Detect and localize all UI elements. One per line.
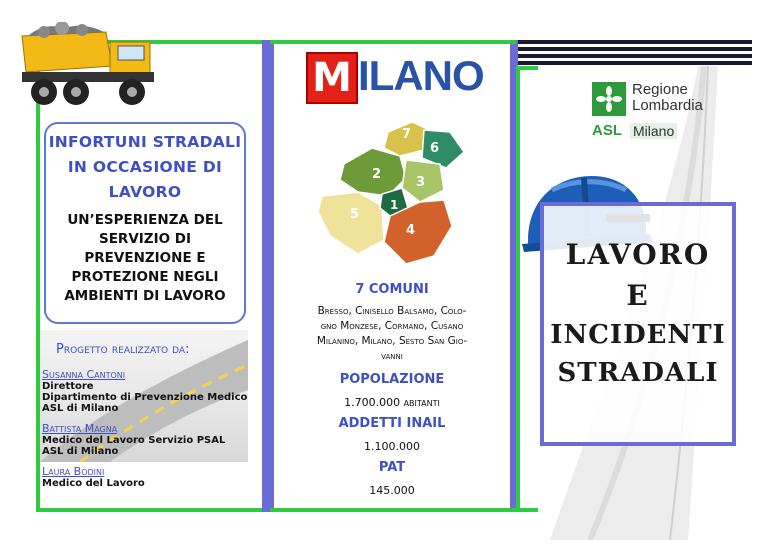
person-name: Laura Bodini xyxy=(42,465,105,478)
zone-label: 3 xyxy=(416,175,426,190)
popolazione-value: 1.700.000 abitanti xyxy=(344,396,440,409)
region-name-line-1: Regione xyxy=(632,81,688,98)
subtitle-line-1: UN’ESPERIENZA DEL xyxy=(67,212,223,228)
person-2 xyxy=(42,422,252,457)
person-detail: Medico del Lavoro Servizio PSAL xyxy=(42,435,226,446)
comuni-line: Milanino, Milano, Sesto San Gio- xyxy=(316,335,468,347)
subtitle-line-4: PROTEZIONE NEGLI xyxy=(71,269,219,285)
zone-label: 1 xyxy=(390,198,399,212)
comuni-line: Bresso, Cinisello Balsamo, Colo- xyxy=(317,305,467,317)
asl-label: ASL xyxy=(592,122,622,139)
milano-metro-m-icon xyxy=(306,52,358,104)
left-title-box xyxy=(44,122,246,324)
zone-label: 2 xyxy=(372,167,382,182)
subtitle-line-5: AMBIENTI DI LAVORO xyxy=(64,288,226,304)
person-3 xyxy=(42,465,252,489)
comuni-text xyxy=(274,304,510,364)
subtitle-line-2: SERVIZIO DI xyxy=(98,231,192,247)
cover-title-line-4: STRADALI xyxy=(557,358,719,388)
addetti-value: 1.100.000 xyxy=(364,440,420,453)
cover-title-line-2: E xyxy=(626,279,650,312)
regione-lombardia-rose-icon xyxy=(592,82,626,116)
milano-zones-map xyxy=(310,108,480,276)
title-line-2: IN OCCASIONE DI xyxy=(67,158,223,176)
person-detail: ASL di Milano xyxy=(42,446,119,457)
zone-label: 7 xyxy=(402,127,412,142)
cover-title-line-1: LAVORO xyxy=(565,238,711,271)
person-1 xyxy=(42,368,252,414)
cover-title-line-3: INCIDENTI xyxy=(550,320,726,350)
project-label: Progetto realizzato da: xyxy=(56,342,190,357)
zone-5-area xyxy=(318,192,384,254)
person-name: Battista Magna xyxy=(42,422,118,435)
person-name: Susanna Cantoni xyxy=(42,368,126,381)
popolazione-title: POPOLAZIONE xyxy=(339,372,445,387)
dump-truck-icon xyxy=(14,22,164,112)
pat-title: PAT xyxy=(378,460,406,475)
pat-value: 145.000 xyxy=(369,484,415,497)
title-line-1: INFORTUNI STRADALI xyxy=(48,133,242,151)
person-detail: Direttore xyxy=(42,381,94,392)
cover-title-box xyxy=(540,202,736,446)
comuni-line: vanni xyxy=(381,350,403,362)
logo-text: ILANO xyxy=(358,52,484,99)
zone-label: 6 xyxy=(430,141,440,156)
comuni-title: 7 COMUNI xyxy=(355,282,429,297)
top-stripes xyxy=(518,40,752,66)
people-list xyxy=(42,368,252,489)
person-detail: ASL di Milano xyxy=(42,403,119,414)
regione-lombardia-logo xyxy=(592,80,722,142)
region-name-line-2: Lombardia xyxy=(632,97,703,114)
logo-letter: M xyxy=(312,55,352,101)
subtitle-line-3: PREVENZIONE E xyxy=(84,250,206,266)
milano-logo xyxy=(306,52,484,101)
person-detail: Medico del Lavoro xyxy=(42,478,145,489)
title-line-3: LAVORO xyxy=(108,183,182,201)
addetti-title: ADDETTI INAIL xyxy=(338,416,446,431)
person-detail: Dipartimento di Prevenzione Medico xyxy=(42,392,248,403)
zone-label: 4 xyxy=(406,223,416,238)
comuni-line: gno Monzese, Cormano, Cusano xyxy=(320,320,464,332)
asl-city: Milano xyxy=(630,123,677,139)
zone-label: 5 xyxy=(350,207,360,222)
